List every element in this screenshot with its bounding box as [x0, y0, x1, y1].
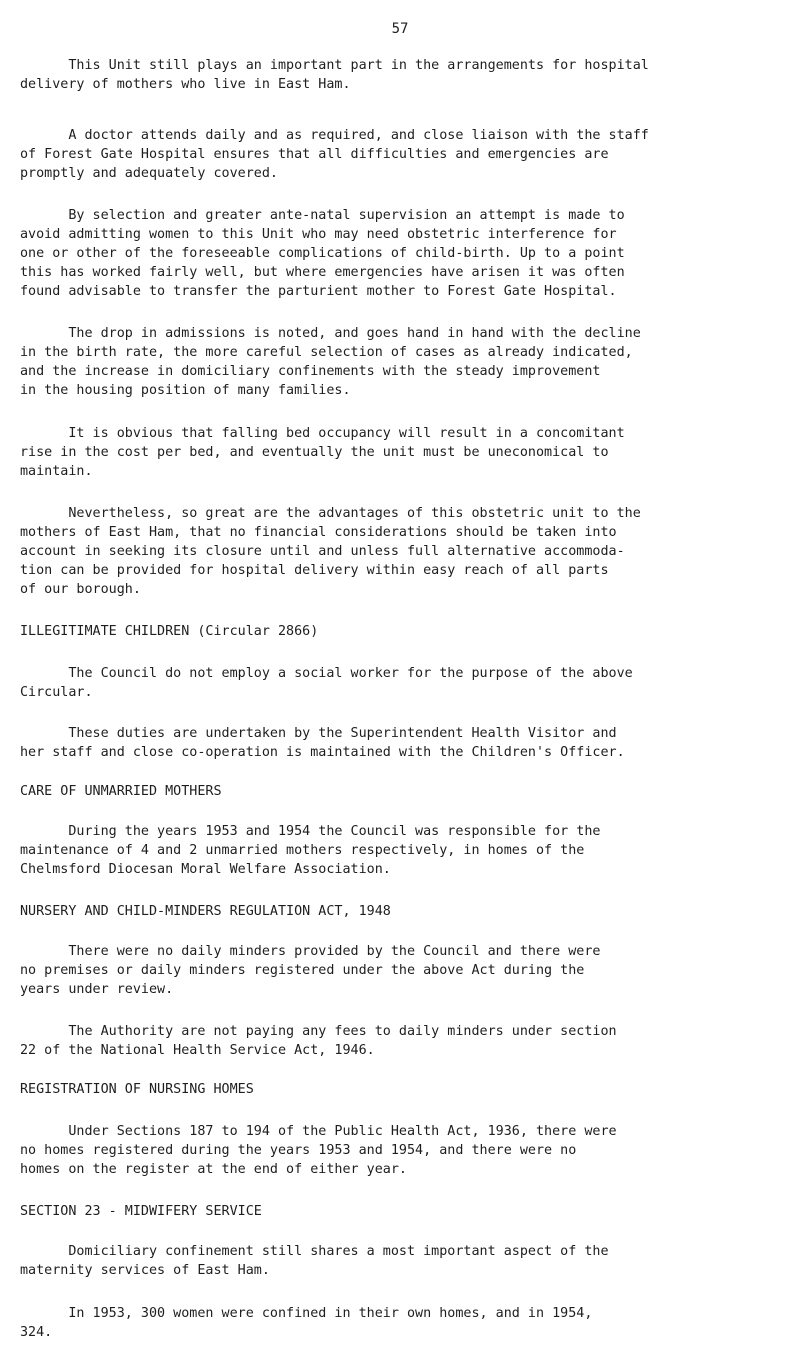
heading-nursing-homes: REGISTRATION OF NURSING HOMES [20, 1082, 254, 1097]
paragraph-unmarried-mothers-maintenance: During the years 1953 and 1954 the Council was responsible for the maintenance of 4 and 2 unmarried mothers respectively, in homes of the Chelmsford Diocesan Moral Welfare Association. [20, 824, 601, 877]
paragraph-drop-in-admissions: The drop in admissions is noted, and goes hand in hand with the decline in the birth rate, the more careful selection of cases as already indicated, and the increase in domiciliary confinements with the steady improvement in the housing position of many families. [20, 326, 641, 398]
heading-nursery-child-minders: NURSERY AND CHILD-MINDERS REGULATION ACT, 1948 [20, 904, 391, 919]
paragraph-bed-occupancy: It is obvious that falling bed occupancy will result in a concomitant rise in the cost per bed, and eventually the unit must be uneconomical to maintain. [20, 426, 625, 479]
paragraph-daily-minders: There were no daily minders provided by the Council and there were no premises or daily minders registered under the above Act during the years under review. [20, 944, 601, 997]
paragraph-social-worker: The Council do not employ a social worker for the purpose of the above Circular. [20, 666, 633, 700]
paragraph-obstetric-advantages: Nevertheless, so great are the advantages of this obstetric unit to the mothers of East Ham, that no financial considerations should be taken into account in seeking its closure until and unless full alternative accommoda- tion can be provided for hospital delivery within easy reach of all parts of our borough. [20, 506, 641, 597]
page-number: 57 [391, 21, 409, 37]
heading-midwifery-service: SECTION 23 - MIDWIFERY SERVICE [20, 1204, 262, 1219]
paragraph-public-health-act: Under Sections 187 to 194 of the Public Health Act, 1936, there were no homes registered during the years 1953 and 1954, and there were no homes on the register at the end of either year. [20, 1124, 617, 1177]
paragraph-selection-supervision: By selection and greater ante-natal supervision an attempt is made to avoid admitting women to this Unit who may need obstetric interference for one or other of the foreseeable complications of child-birth. Up to a point this has worked fairly well, but where emergencies have arisen it was often found advisable to transfer the parturient mother to Forest Gate Hospital. [20, 208, 625, 299]
paragraph-superintendent-duties: These duties are undertaken by the Superintendent Health Visitor and her staff and close co-operation is maintained with the Children's Officer. [20, 726, 625, 760]
paragraph-domiciliary-confinement: Domiciliary confinement still shares a most important aspect of the maternity services of East Ham. [20, 1244, 609, 1278]
paragraph-authority-fees: The Authority are not paying any fees to daily minders under section 22 of the National Health Service Act, 1946. [20, 1024, 617, 1058]
paragraph-confinement-figures: In 1953, 300 women were confined in their own homes, and in 1954, 324. [20, 1306, 593, 1340]
heading-illegitimate-children: ILLEGITIMATE CHILDREN (Circular 2866) [20, 624, 319, 639]
paragraph-hospital-delivery: This Unit still plays an important part in the arrangements for hospital delivery of mothers who live in East Ham. [20, 58, 649, 92]
paragraph-doctor-liaison: A doctor attends daily and as required, and close liaison with the staff of Forest Gate Hospital ensures that all difficulties and emergencies are promptly and adequately covered. [20, 128, 649, 181]
heading-unmarried-mothers: CARE OF UNMARRIED MOTHERS [20, 784, 222, 799]
